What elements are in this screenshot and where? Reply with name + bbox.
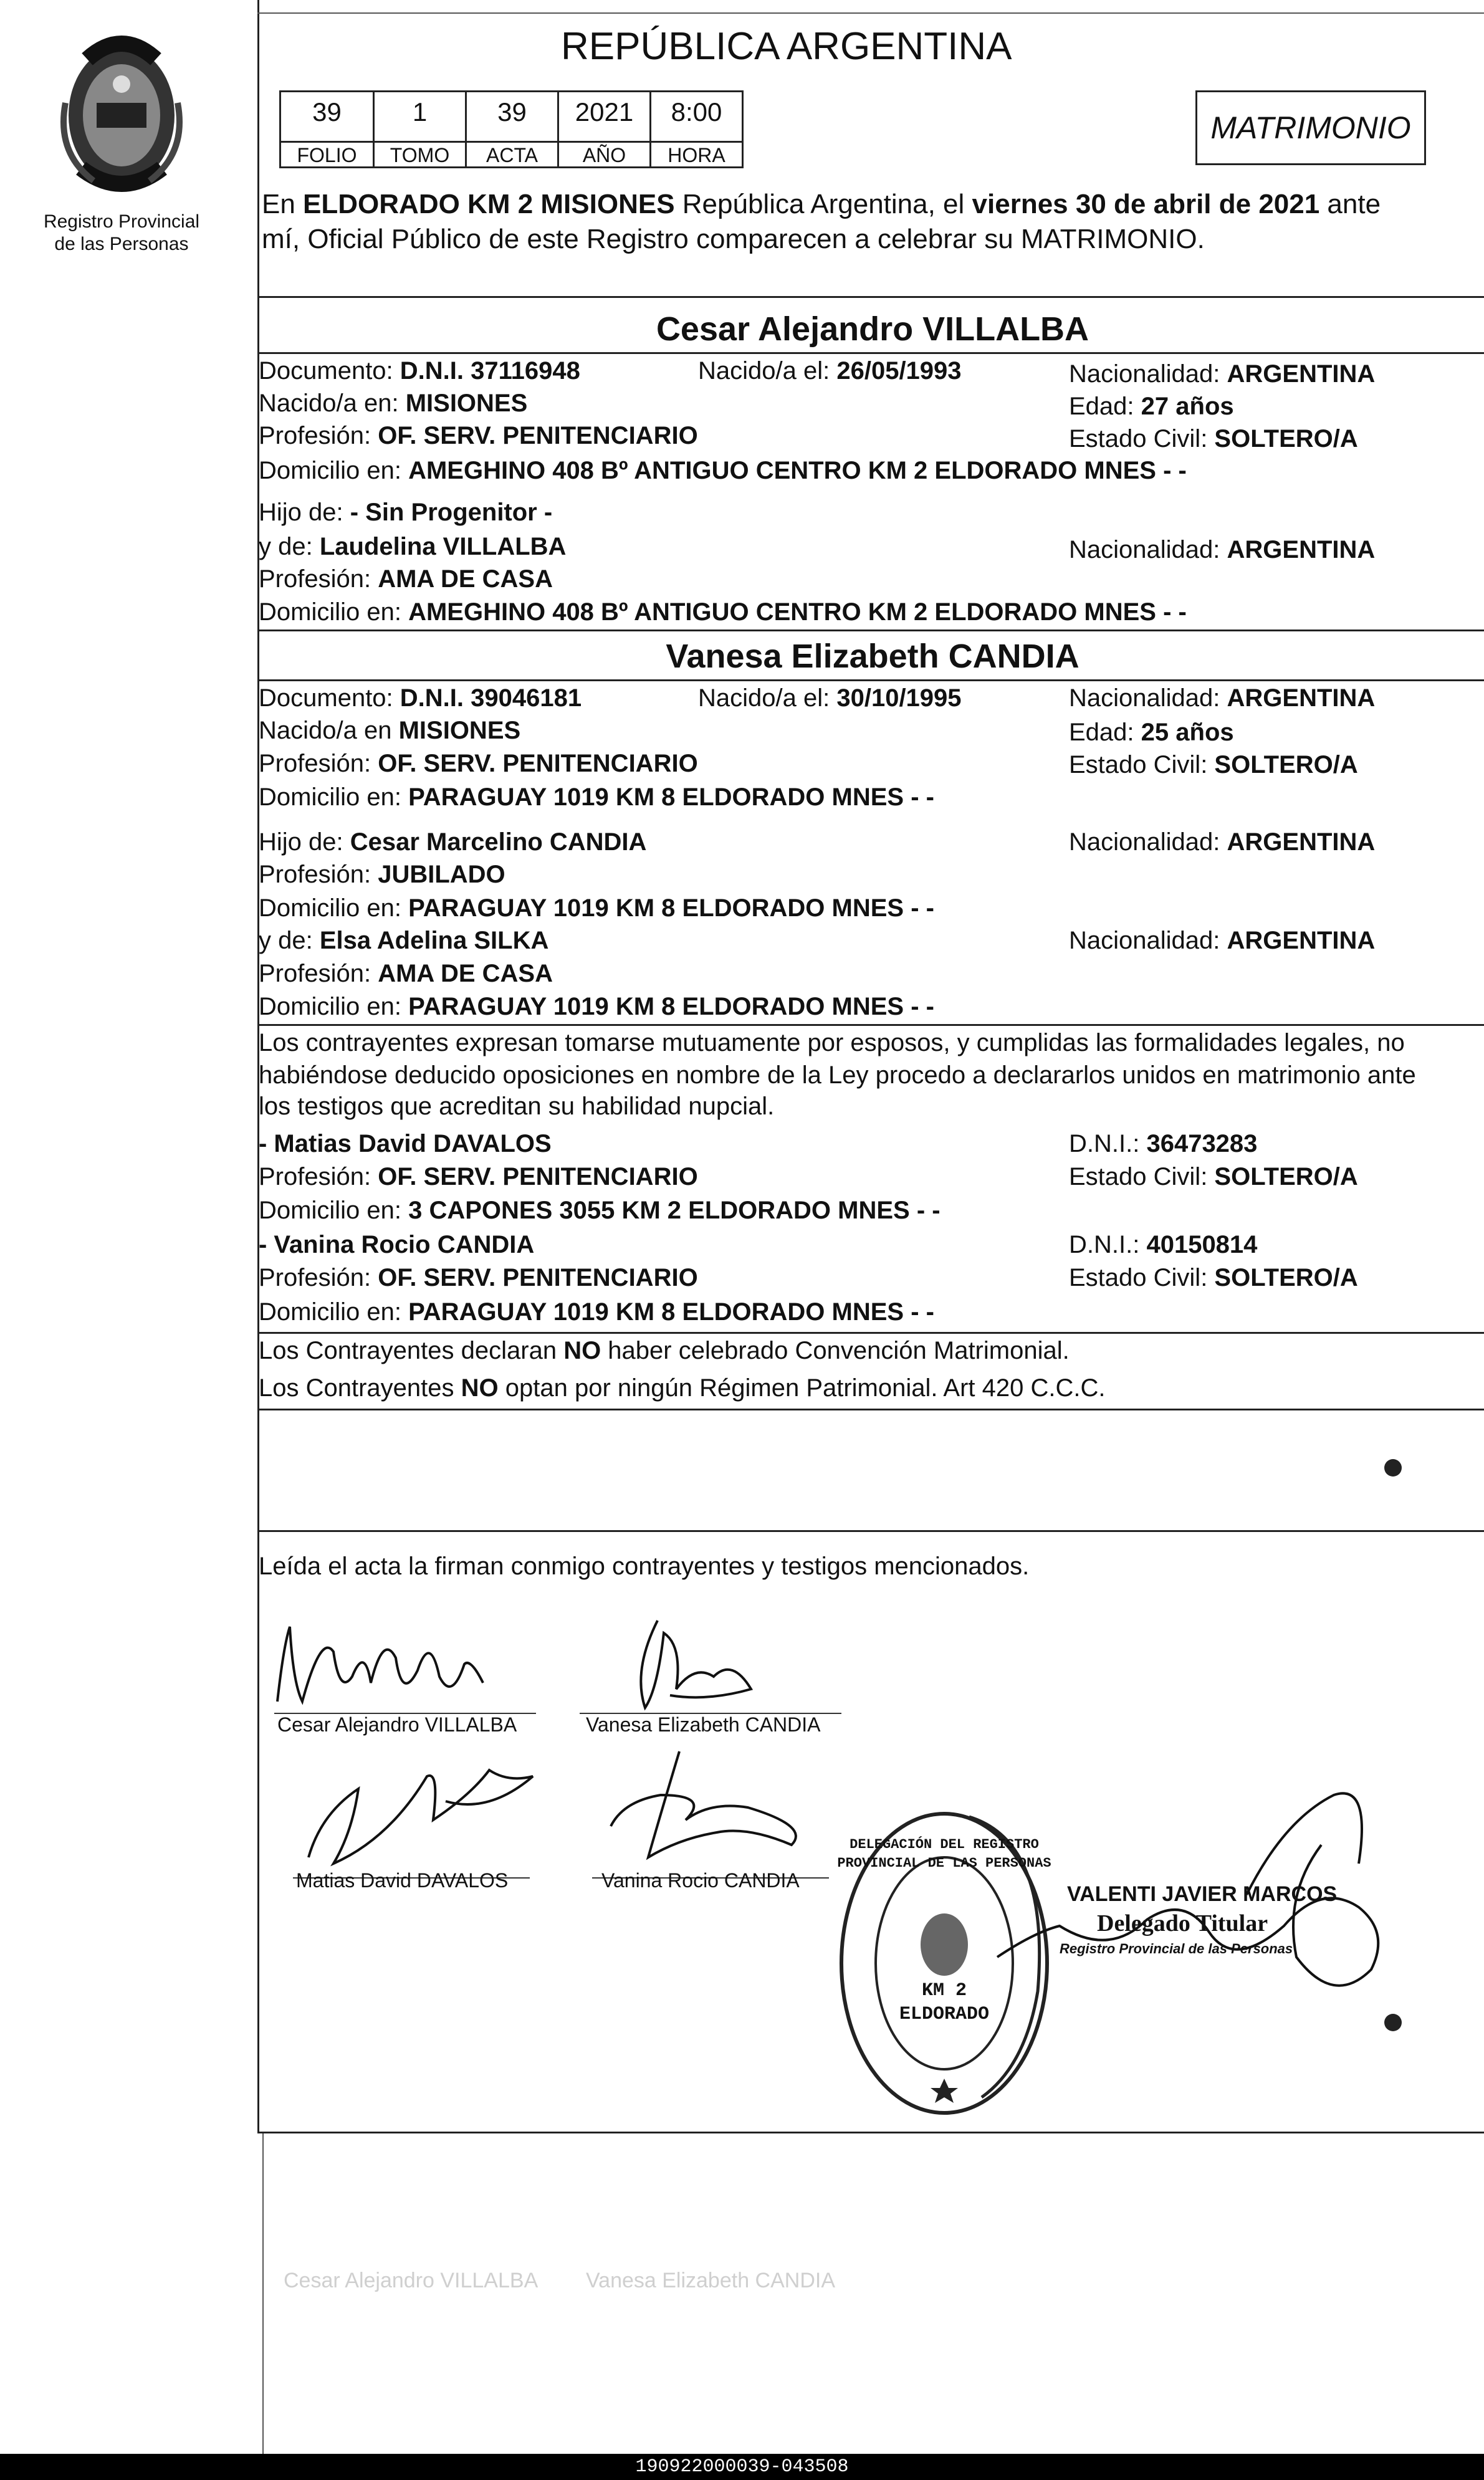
groom-civil-status: Estado Civil: SOLTERO/A [1069,425,1358,452]
tomo-cell: 1 TOMO [375,92,467,166]
rule-groom-top [257,296,1484,298]
rule-bride-name [257,679,1484,681]
groom-birthdate: Nacido/a el: 26/05/1993 [698,357,962,385]
stamp-outer-text: DELEGACIÓN DEL REGISTRO PROVINCIAL DE LAS PERSONAS [837,1837,1051,1871]
groom-nationality: Nacionalidad: ARGENTINA [1069,360,1376,388]
hora-cell: 8:00 HORA [651,92,742,166]
declaration-line1: Los contrayentes expresan tomarse mutuamente por esposos, y cumplidas las formalidades legales, no [259,1029,1405,1056]
rule-groom-name [257,352,1484,354]
bride-mother: y de: Elsa Adelina SILKA [259,927,549,954]
intro-line2: mí, Oficial Público de este Registro comparecen a celebrar su MATRIMONIO. [262,224,1205,254]
bride-father-nationality: Nacionalidad: ARGENTINA [1069,828,1376,856]
bride-civil-status: Estado Civil: SOLTERO/A [1069,751,1358,778]
anio-cell: 2021 AÑO [559,92,651,166]
bride-father-address: Domicilio en: PARAGUAY 1019 KM 8 ELDORADO MNES - - [259,894,934,922]
rule-declaration-top [257,1024,1484,1026]
ink-blot-icon [1374,2004,1412,2041]
groom-mother-profession: Profesión: AMA DE CASA [259,565,553,593]
witness1-name: - Matias David DAVALOS [259,1130,552,1157]
folio-cell: 39 FOLIO [281,92,375,166]
acta-cell: 39 ACTA [467,92,559,166]
bride-profession: Profesión: OF. SERV. PENITENCIARIO [259,750,698,777]
bride-mother-profession: Profesión: AMA DE CASA [259,960,553,987]
witness2-profession: Profesión: OF. SERV. PENITENCIARIO [259,1264,698,1291]
witness1-address: Domicilio en: 3 CAPONES 3055 KM 2 ELDORADO MNES - - [259,1197,941,1224]
officer-title: Delegado Titular [1097,1910,1268,1937]
groom-document: Documento: D.N.I. 37116948 [259,357,580,385]
groom-mother-nationality: Nacionalidad: ARGENTINA [1069,536,1376,563]
province-seal-icon [37,34,206,215]
closing-statement: Leída el acta la firman conmigo contrayentes y testigos mencionados. [259,1553,1030,1580]
bride-address: Domicilio en: PARAGUAY 1019 KM 8 ELDORADO MNES - - [259,783,934,811]
witness2-signature-name: Vanina Rocio CANDIA [601,1869,800,1892]
groom-profession: Profesión: OF. SERV. PENITENCIARIO [259,422,698,449]
witness2-name: - Vanina Rocio CANDIA [259,1231,535,1258]
groom-mother-address: Domicilio en: AMEGHINO 408 Bº ANTIGUO CENTRO KM 2 ELDORADO MNES - - [259,598,1187,626]
bride-mother-nationality: Nacionalidad: ARGENTINA [1069,927,1376,954]
stamp-inner-text: KM 2 ELDORADO [899,1980,990,2025]
groom-signature-name: Cesar Alejandro VILLALBA [277,1713,517,1736]
bride-mother-address: Domicilio en: PARAGUAY 1019 KM 8 ELDORADO MNES - - [259,993,934,1020]
officer-org: Registro Provincial de las Personas [1060,1941,1293,1956]
convention-line2: Los Contrayentes NO optan por ningún Régimen Patrimonial. Art 420 C.C.C. [259,1374,1106,1402]
groom-signature-icon [265,1608,502,1726]
witness1-signature-icon [284,1745,545,1876]
witness1-profession: Profesión: OF. SERV. PENITENCIARIO [259,1163,698,1190]
rule-bride-top [257,630,1484,631]
declaration-line2: habiéndose deducido oposiciones en nombre de la Ley procedo a declararlos unidos en matrimonio ante [259,1061,1416,1089]
bride-birthplace: Nacido/a en MISIONES [259,717,521,744]
rule-closing-top [257,1530,1484,1532]
registry-index-table [279,90,744,168]
bride-document: Documento: D.N.I. 39046181 [259,684,582,712]
bride-name: Vanesa Elizabeth CANDIA [666,638,1079,675]
witness2-address: Domicilio en: PARAGUAY 1019 KM 8 ELDORADO MNES - - [259,1298,934,1326]
lower-margin-line [262,2132,264,2456]
rule-convention-top [257,1332,1484,1334]
act-type-box [1195,90,1426,165]
witness2-signature-icon [586,1739,848,1876]
bride-signature-name: Vanesa Elizabeth CANDIA [586,1713,821,1736]
logo-line1: Registro Provincial [43,211,200,232]
groom-birthplace: Nacido/a en: MISIONES [259,390,528,417]
bride-signature-icon [608,1608,770,1726]
groom-name: Cesar Alejandro VILLALBA [656,310,1089,348]
groom-address: Domicilio en: AMEGHINO 408 Bº ANTIGUO CENTRO KM 2 ELDORADO MNES - - [259,457,1187,484]
document-id-bar: 190922000039-043508 [0,2454,1484,2480]
groom-age: Edad: 27 años [1069,393,1234,420]
ghost-text-groom: Cesar Alejandro VILLALBA [284,2269,539,2292]
province-logo [37,34,206,215]
officer-name: VALENTI JAVIER MARCOS [1067,1882,1338,1906]
logo-line2: de las Personas [54,234,189,254]
page-title: REPÚBLICA ARGENTINA [561,25,1012,68]
witness1-dni: D.N.I.: 36473283 [1069,1130,1258,1157]
groom-father: Hijo de: - Sin Progenitor - [259,499,553,526]
rule-blank-top [257,1409,1484,1410]
declaration-line3: los testigos que acreditan su habilidad nupcial. [259,1093,775,1120]
bride-father-profession: Profesión: JUBILADO [259,861,505,888]
act-type-label: MATRIMONIO [1210,110,1411,145]
ink-blot-icon [1374,1449,1412,1487]
intro-line1: En ELDORADO KM 2 MISIONES República Argentina, el viernes 30 de abril de 2021 ante [262,189,1381,219]
bride-birthdate: Nacido/a el: 30/10/1995 [698,684,962,712]
convention-line1: Los Contrayentes declaran NO haber celebrado Convención Matrimonial. [259,1337,1070,1364]
witness1-signature-name: Matias David DAVALOS [296,1869,509,1892]
ghost-text-bride: Vanesa Elizabeth CANDIA [586,2269,836,2292]
witness2-civil-status: Estado Civil: SOLTERO/A [1069,1264,1358,1291]
bride-father: Hijo de: Cesar Marcelino CANDIA [259,828,647,856]
bride-age: Edad: 25 años [1069,719,1234,746]
groom-mother: y de: Laudelina VILLALBA [259,533,567,560]
witness2-dni: D.N.I.: 40150814 [1069,1231,1258,1258]
witness1-civil-status: Estado Civil: SOLTERO/A [1069,1163,1358,1190]
rule-top [257,12,1484,14]
bride-nationality: Nacionalidad: ARGENTINA [1069,684,1376,712]
rule-bottom [257,2132,1484,2133]
